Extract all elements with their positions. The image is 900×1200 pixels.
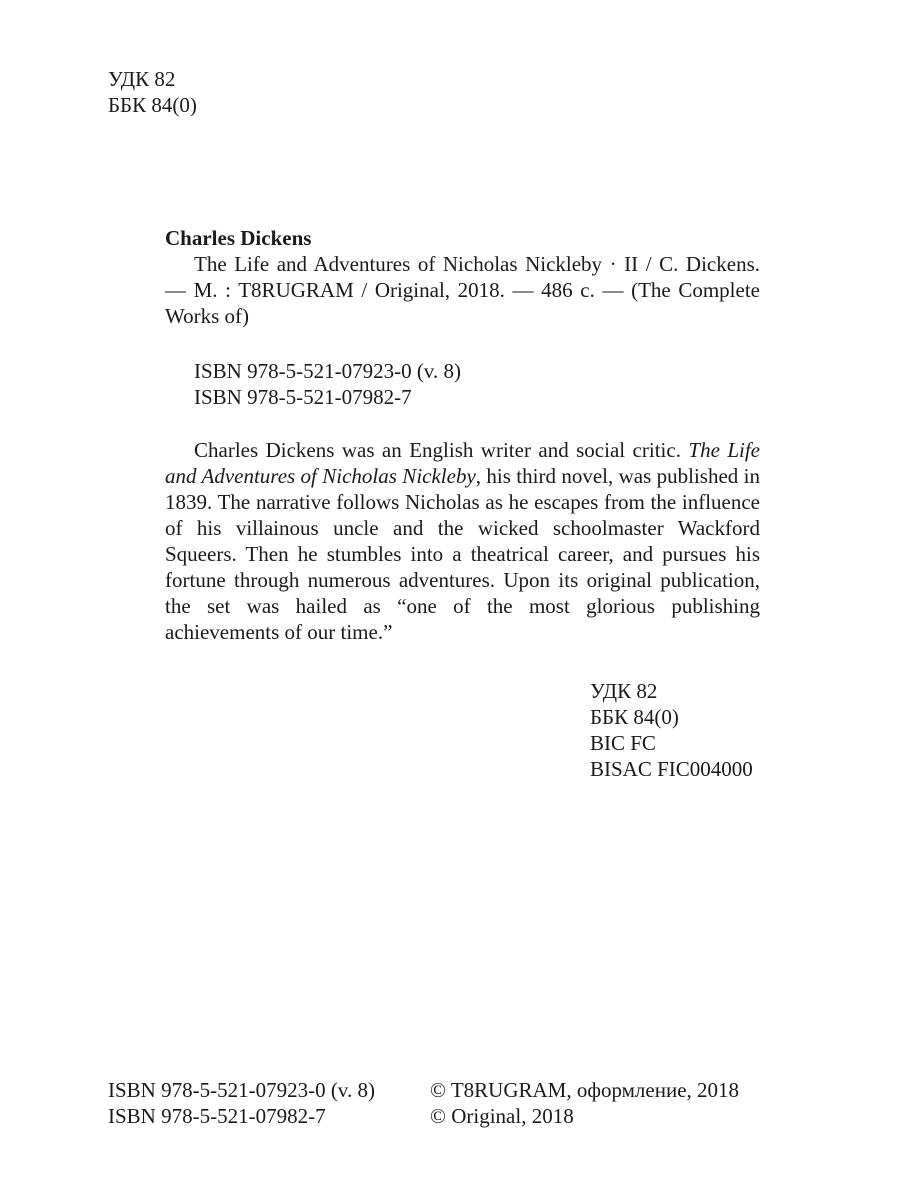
bbk-code: ББК 84(0) <box>108 93 197 117</box>
annotation-body: , his third novel, was published in 1839. The narrative follows Nicholas as he escapes from the influence of his villainous uncle and the wicked schoolmaster Wackford Squeers. Then he stumbles into a theatrical career, and pursues his fortune through numerous adventures. Upon its original publication, the set was hailed as “one of the most glorious publishing achievements of our time.” <box>165 464 761 644</box>
author-name: Charles Dickens <box>165 226 312 250</box>
annotation-book-title: The Life and Adventures of Nicholas Nickleby <box>165 438 760 488</box>
copyright-design: © T8RUGRAM, оформление, 2018 <box>430 1078 740 1102</box>
udk-code: УДК 82 <box>108 67 176 91</box>
footer-isbn-volume: ISBN 978-5-521-07923-0 (v. 8) <box>108 1078 375 1102</box>
isbn-list <box>194 358 461 410</box>
classification-codes <box>590 678 753 782</box>
annotation-intro: Charles Dickens was an English writer and social critic. <box>194 438 689 462</box>
bisac-code: BISAC FIC004000 <box>590 757 753 781</box>
footer-isbn-list <box>108 1077 375 1129</box>
bibliographic-record <box>165 225 760 329</box>
top-classification-codes <box>108 66 197 118</box>
bbk-code-secondary: ББК 84(0) <box>590 705 679 729</box>
annotation <box>165 437 760 645</box>
footer-isbn-set: ISBN 978-5-521-07982-7 <box>108 1104 326 1128</box>
bic-code: BIC FC <box>590 731 656 755</box>
copyright-original: © Original, 2018 <box>430 1104 574 1128</box>
annotation-paragraph <box>165 437 760 645</box>
bibliographic-description: The Life and Adventures of Nicholas Nickleby · II / C. Dickens. — M. : T8RUGRAM / Original, 2018. — 486 c. — (The Complete Works of) <box>165 252 760 328</box>
isbn-volume: ISBN 978-5-521-07923-0 (v. 8) <box>194 359 461 383</box>
isbn-set: ISBN 978-5-521-07982-7 <box>194 385 412 409</box>
udk-code-secondary: УДК 82 <box>590 679 658 703</box>
copyright-notice <box>430 1077 739 1129</box>
